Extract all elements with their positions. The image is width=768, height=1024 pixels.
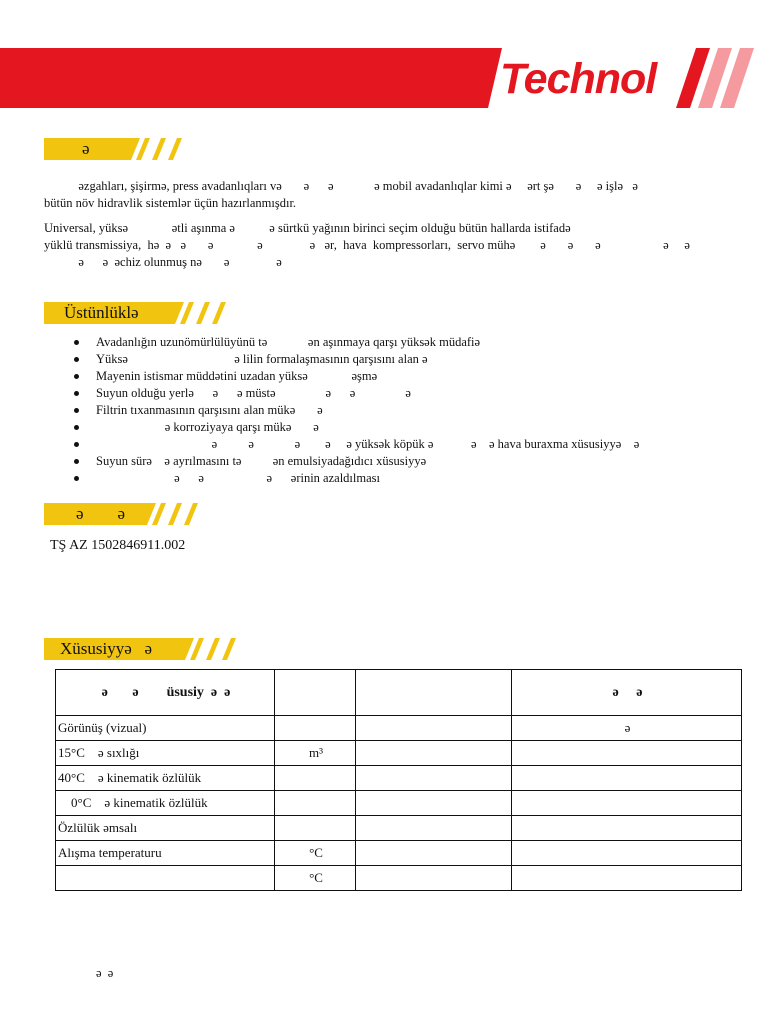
table-cell bbox=[512, 766, 742, 791]
brand-logo: Technol bbox=[500, 55, 657, 103]
section-label-description: ə bbox=[82, 139, 90, 158]
table-cell: ə bbox=[512, 716, 742, 741]
table-cell bbox=[275, 816, 356, 841]
table-cell bbox=[512, 866, 742, 891]
table-cell bbox=[356, 841, 512, 866]
table-cell bbox=[356, 791, 512, 816]
table-cell: m³ bbox=[275, 741, 356, 766]
logo-stripes bbox=[676, 48, 768, 108]
table-row bbox=[56, 766, 742, 791]
table-cell: 40°C ə kinematik özlülük bbox=[56, 766, 275, 791]
advantages-list bbox=[70, 334, 710, 487]
table-cell bbox=[512, 741, 742, 766]
bullet-icon bbox=[74, 408, 79, 413]
bullet-icon bbox=[74, 425, 79, 430]
table-cell bbox=[275, 791, 356, 816]
table-cell bbox=[512, 841, 742, 866]
section-tag-properties bbox=[44, 638, 244, 660]
table-cell bbox=[275, 766, 356, 791]
table-header-cell: ə ə bbox=[512, 670, 742, 716]
table-row bbox=[56, 716, 742, 741]
table-header-cell bbox=[356, 670, 512, 716]
table-cell bbox=[275, 716, 356, 741]
list-item: ə ə ə ə ə yüksək köpük ə ə ə hava buraxma xüsusiyyə ə bbox=[70, 436, 710, 453]
table-cell bbox=[356, 741, 512, 766]
bullet-icon bbox=[74, 476, 79, 481]
bullet-icon bbox=[74, 459, 79, 464]
list-item: Suyun olduğu yerlə ə ə müstə ə ə ə bbox=[70, 385, 710, 402]
section-label-properties: Xüsusiyyə ə bbox=[60, 639, 153, 658]
table-row bbox=[56, 866, 742, 891]
table-cell: °C bbox=[275, 866, 356, 891]
list-item: Suyun sürə ə ayrılmasını tə ən emulsiyadağıdıcı xüsusiyyə bbox=[70, 453, 710, 470]
list-item: ə ə ə ərinin azaldılması bbox=[70, 470, 710, 487]
table-cell: Özlülük əmsalı bbox=[56, 816, 275, 841]
list-item: Mayenin istismar müddətini uzadan yüksə əşmə bbox=[70, 368, 710, 385]
table-row bbox=[56, 741, 742, 766]
table-header-row bbox=[56, 670, 742, 716]
description-paragraph-1: əzgahları, şişirmə, press avadanlıqları və ə ə ə mobil avadanlıqlar kimi ə ərt şə ə ə işlə ə bütün növ hidravlik sistemlər üçün hazırlanmışdır. bbox=[44, 179, 638, 210]
bullet-icon bbox=[74, 340, 79, 345]
footer-note: ə ə bbox=[96, 966, 114, 980]
table-row bbox=[56, 816, 742, 841]
table-cell bbox=[356, 716, 512, 741]
table-header-cell: ə ə üsusiy ə ə bbox=[56, 670, 275, 716]
bullet-icon bbox=[74, 442, 79, 447]
section-tag-description bbox=[44, 138, 204, 160]
table-row bbox=[56, 791, 742, 816]
bullet-icon bbox=[74, 374, 79, 379]
spec-code: TŞ AZ 1502846911.002 bbox=[50, 538, 186, 553]
list-item: Filtrin tıxanmasının qarşısını alan mükə ə bbox=[70, 402, 710, 419]
properties-table bbox=[55, 669, 742, 891]
table-cell bbox=[356, 866, 512, 891]
table-cell: 15°C ə sıxlığı bbox=[56, 741, 275, 766]
section-tag-spec bbox=[44, 503, 204, 525]
section-label-advantages: Üstünlüklə bbox=[64, 303, 139, 322]
table-row bbox=[56, 841, 742, 866]
table-cell bbox=[512, 816, 742, 841]
section-label-spec: ə ə bbox=[76, 504, 126, 523]
table-cell bbox=[356, 816, 512, 841]
list-item: Avadanlığın uzunömürlülüyünü tə ən aşınmaya qarşı yüksək müdafiə bbox=[70, 334, 710, 351]
section-tag-advantages bbox=[44, 302, 234, 324]
table-cell: Görünüş (vizual) bbox=[56, 716, 275, 741]
list-item: ə korroziyaya qarşı mükə ə bbox=[70, 419, 710, 436]
table-cell bbox=[512, 791, 742, 816]
table-header-cell bbox=[275, 670, 356, 716]
table-cell: °C bbox=[275, 841, 356, 866]
list-item: Yüksə ə lilin formalaşmasının qarşısını alan ə bbox=[70, 351, 710, 368]
table-cell bbox=[356, 766, 512, 791]
description-paragraph-2: Universal, yüksə ətli aşınma ə ə sürtkü yağının birinci seçim olduğu bütün hallarda istifadə yüklü transmissiya, hə ə ə ə ə ə ər, hava kompressorları, servo mühə ə ə ə ə ə ə ə əchiz olunmuş nə ə ə bbox=[44, 221, 690, 269]
table-cell bbox=[56, 866, 275, 891]
table-cell: 0°C ə kinematik özlülük bbox=[56, 791, 275, 816]
bullet-icon bbox=[74, 391, 79, 396]
bullet-icon bbox=[74, 357, 79, 362]
table-cell: Alışma temperaturu bbox=[56, 841, 275, 866]
